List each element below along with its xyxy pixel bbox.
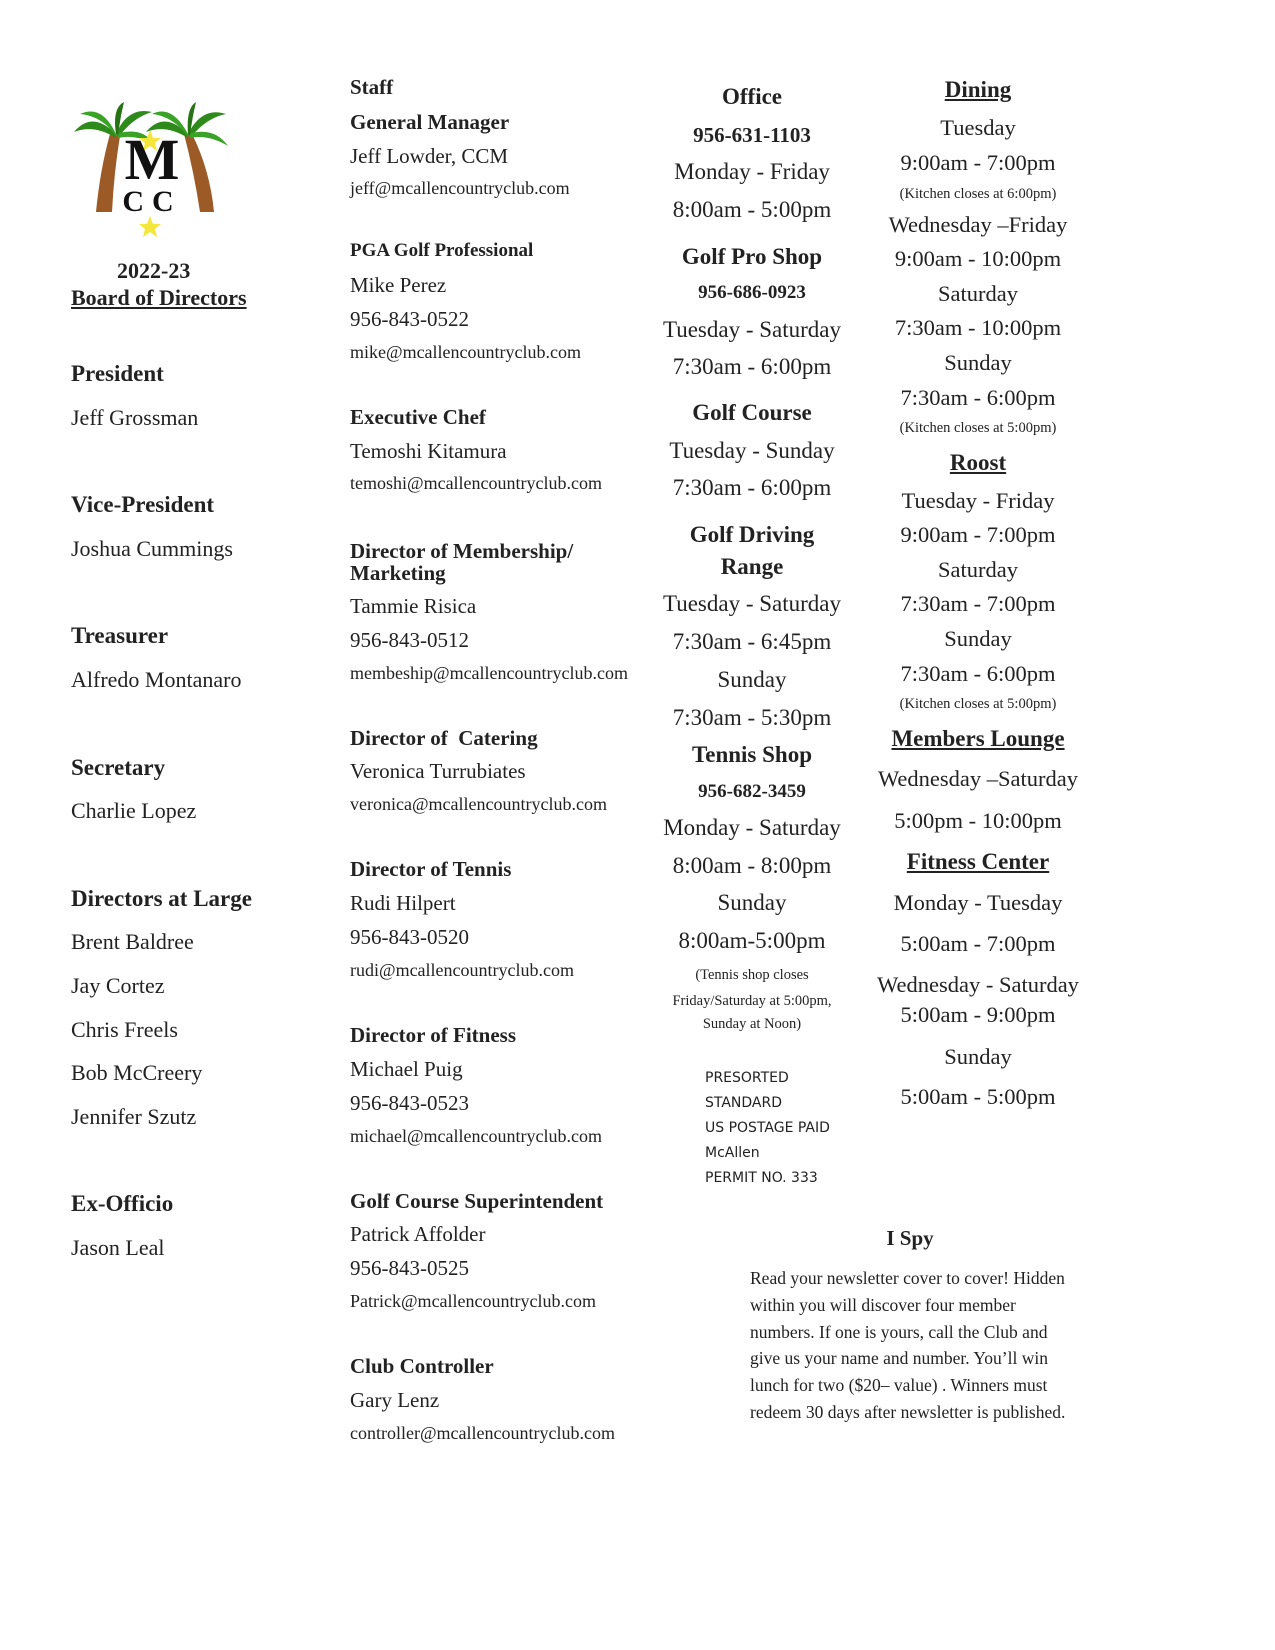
fitness-time: 5:00am - 5:00pm [900,1084,1056,1109]
office-days: Monday - Friday [674,159,830,184]
fitness-days: Wednesday - Saturday [877,972,1079,997]
staff-email: temoshi@mcallencountryclub.com [350,473,603,493]
proshop-phone: 956-686-0923 [698,282,806,303]
tennis-time: 8:00am - 8:00pm [672,853,832,878]
staff-name: Patrick Affolder [350,1222,486,1246]
staff-title: Director of Catering [350,726,538,750]
director-name: Brent Baldree [71,929,194,954]
tennis-days: Sunday [717,890,787,915]
secretary-heading: Secretary [71,755,166,780]
ispy-heading: I Spy [886,1226,934,1250]
club-logo [72,100,232,240]
range-time: 7:30am - 5:30pm [672,705,832,730]
roost-heading: Roost [949,450,1007,475]
tennis-days: Monday - Saturday [663,815,841,840]
dining-time: 7:30am - 6:00pm [900,385,1056,410]
staff-title: Director of Fitness [350,1023,517,1047]
staff-title: Director of Membership/ [350,539,574,563]
office-phone: 956-631-1103 [693,123,811,147]
director-name: Bob McCreery [71,1060,203,1085]
dining-note: (Kitchen closes at 5:00pm) [899,420,1057,436]
vp-name: Joshua Cummings [71,536,233,561]
roost-time: 9:00am - 7:00pm [900,522,1056,547]
staff-email: michael@mcallencountryclub.com [350,1126,602,1146]
fitness-heading: Fitness Center [906,849,1050,874]
postage-line: STANDARD [705,1095,783,1111]
staff-phone: 956-843-0522 [350,307,469,331]
staff-email: Patrick@mcallencountryclub.com [350,1291,596,1311]
staff-title-line2: Marketing [350,561,446,585]
dining-time: 9:00am - 10:00pm [894,246,1062,271]
directors-at-large-heading: Directors at Large [71,886,252,911]
fitness-days: Sunday [944,1044,1012,1069]
staff-title: General Manager [350,110,510,134]
range-time: 7:30am - 6:45pm [672,629,832,654]
logo-letter-m: M [124,127,180,192]
ispy-body: Read your newsletter cover to cover! Hidden within you will discover four member numbers. If one is yours, call the Club and give us your name and number. You’ll win lunch for two ($20– value) . Winners must redeem 30 days after newsletter is published. [750,1268,1066,1422]
staff-email: mike@mcallencountryclub.com [350,342,582,362]
tennis-time: 8:00am-5:00pm [678,928,826,953]
staff-name: Temoshi Kitamura [350,439,507,463]
staff-email: veronica@mcallencountryclub.com [350,794,607,814]
treasurer-name: Alfredo Montanaro [71,667,242,692]
course-time: 7:30am - 6:00pm [672,475,832,500]
dining-days: Saturday [938,281,1018,306]
course-days: Tuesday - Sunday [669,438,835,463]
logo-letters-cc: CC [122,185,182,218]
director-name: Chris Freels [71,1017,178,1042]
staff-name: Michael Puig [350,1057,463,1081]
tennis-note: (Tennis shop closes [695,967,809,983]
roost-days: Sunday [944,626,1012,651]
president-heading: President [71,361,164,386]
proshop-time: 7:30am - 6:00pm [672,354,832,379]
president-name: Jeff Grossman [71,405,199,430]
secretary-name: Charlie Lopez [71,798,197,823]
proshop-heading: Golf Pro Shop [681,244,823,269]
range-days: Sunday [717,667,787,692]
roost-time: 7:30am - 6:00pm [900,661,1056,686]
range-heading-line2: Range [720,554,784,579]
staff-name: Jeff Lowder, CCM [350,144,509,168]
staff-phone: 956-843-0512 [350,628,469,652]
office-heading: Office [721,84,783,109]
exofficio-name: Jason Leal [71,1235,165,1260]
board-title: Board of Directors [71,285,247,310]
staff-title: Director of Tennis [350,857,512,881]
staff-title: PGA Golf Professional [350,240,534,261]
staff-name: Veronica Turrubiates [350,759,526,783]
staff-phone: 956-843-0520 [350,925,469,949]
staff-title: Club Controller [350,1354,494,1378]
director-name: Jennifer Szutz [71,1104,197,1129]
vp-heading: Vice-President [71,492,215,517]
fitness-time: 5:00am - 9:00pm [900,1002,1056,1027]
dining-days: Sunday [944,350,1012,375]
staff-title: Executive Chef [350,405,486,429]
staff-email: jeff@mcallencountryclub.com [350,178,570,198]
lounge-days: Wednesday –Saturday [877,766,1079,791]
director-name: Jay Cortez [71,973,165,998]
staff-email: membeship@mcallencountryclub.com [350,663,628,683]
postage-line: McAllen [705,1145,760,1161]
staff-phone: 956-843-0525 [350,1256,469,1280]
tennis-phone: 956-682-3459 [698,781,806,802]
postage-line: PRESORTED [705,1070,789,1086]
fitness-time: 5:00am - 7:00pm [900,931,1056,956]
staff-name: Rudi Hilpert [350,891,456,915]
dining-time: 7:30am - 10:00pm [894,315,1062,340]
range-heading: Golf Driving [689,522,815,547]
staff-email: rudi@mcallencountryclub.com [350,960,575,980]
range-days: Tuesday - Saturday [662,591,842,616]
dining-note: (Kitchen closes at 6:00pm) [899,186,1057,202]
tennis-heading: Tennis Shop [692,742,812,767]
roost-days: Tuesday - Friday [901,488,1055,513]
postage-line: PERMIT NO. 333 [705,1170,818,1186]
roost-time: 7:30am - 7:00pm [900,591,1056,616]
staff-heading: Staff [350,75,394,99]
tennis-note: Sunday at Noon) [702,1016,802,1032]
dining-time: 9:00am - 7:00pm [900,150,1056,175]
treasurer-heading: Treasurer [71,623,169,648]
roost-days: Saturday [938,557,1018,582]
office-time: 8:00am - 5:00pm [672,197,832,222]
dining-days: Wednesday –Friday [888,212,1068,237]
proshop-days: Tuesday - Saturday [662,317,842,342]
lounge-time: 5:00pm - 10:00pm [894,808,1062,833]
postage-line: US POSTAGE PAID [705,1120,830,1136]
board-year: 2022-23 [117,258,191,283]
lounge-heading: Members Lounge [891,726,1065,751]
staff-phone: 956-843-0523 [350,1091,469,1115]
roost-note: (Kitchen closes at 5:00pm) [899,696,1057,712]
exofficio-heading: Ex-Officio [71,1191,174,1216]
staff-email: controller@mcallencountryclub.com [350,1423,615,1443]
dining-heading: Dining [944,77,1012,102]
dining-days: Tuesday [940,115,1016,140]
staff-name: Tammie Risica [350,594,477,618]
staff-name: Mike Perez [350,273,447,297]
tennis-note: Friday/Saturday at 5:00pm, [672,993,832,1009]
staff-name: Gary Lenz [350,1388,440,1412]
fitness-days: Monday - Tuesday [893,890,1063,915]
course-heading: Golf Course [692,400,812,425]
staff-title: Golf Course Superintendent [350,1189,604,1213]
